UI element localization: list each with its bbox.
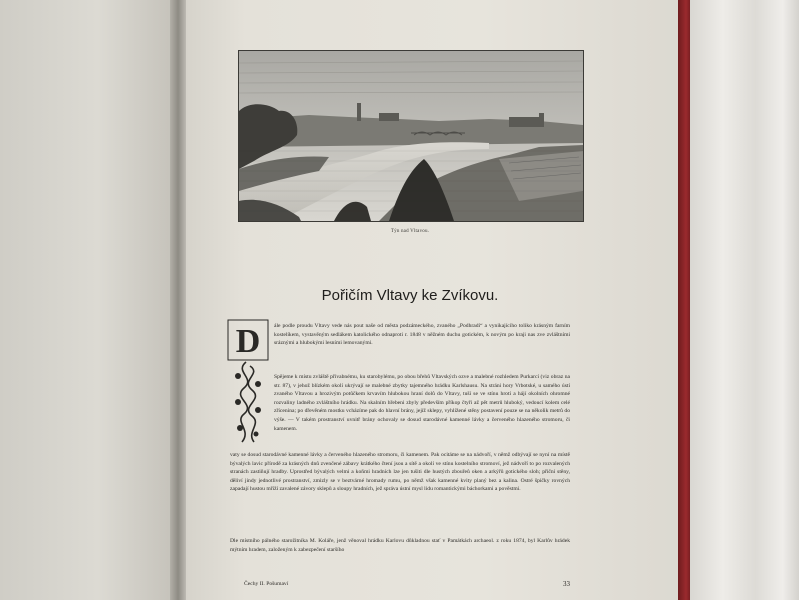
decorated-initial [226, 318, 270, 446]
footer-signature: Čechy II. Pošumaví [244, 581, 289, 587]
left-page [0, 0, 178, 600]
background-cloth [690, 0, 799, 600]
paragraph-1: ále podle proudu Vltavy vede nás pout naše od města podzámeckého, zvaného „Podhradí“ a vynikajícího toliko krásným farním kostelíkem, vystavěným sedlákem katolického odnaproti r. 1848 v něžném duchu gotickém, k novým po kraji nas zve zvláštními sráznými a hlubokými lesními lemovanými. [274, 323, 570, 347]
figure-caption: Týn nad Vltavou. [390, 229, 430, 234]
engraving-illustration [238, 50, 584, 222]
ornament-initial-icon [226, 318, 270, 446]
page-number: 33 [563, 580, 570, 588]
initial-letter: D [235, 323, 261, 360]
chapter-title: Pořičím Vltavy ke Zvíkovu. [321, 287, 499, 304]
paragraph-4: Dle místního pálného starožitníka M. Koláře, jenž věnoval hrádku Karlovu důkladnou stať v Památkách archaeol. z roku 1874, byl Karlův hrádek mýtním hradem, založeným k zabezpečení staršího [230, 538, 570, 553]
engraving-image [239, 51, 583, 221]
paragraph-2: Spějeme k místu zvláště přívabnému, ku starobylému, po obou břehů Vltavských ozve a malebné rozhledem Purkarcí (viz obraz na str. 87), v jehož blízkém okolí ukrývají se malebné zbytky tajemného hrádku Karlshausu. Na stráni hory Vrbotské, u samého ústí zvaného Vltavou a hrozivým potůčkem krvavím hlubokou hraní dolů do Vltavy, tuší se ve stínu hrotí a hájí okolních ohromné rozvaliny ladného zvláštního hrádku. Na skalním hřebeni zbyly především příkop čtyři až pět metrů hluboký, vedoucí kolem celé zřícenina; po dřevěném mostku vcházíme pak do hlavní brány, jejíž sklepy, vyhlížené stěny postavení pouze se na několik metrů do výše. — V takém prostranství uvnitř brány ochovaly se dosud starodávné kamenné lávky a červeného hlazeného stromoru, či kamenem. [274, 374, 570, 432]
page-footer [230, 581, 570, 590]
paragraph-3: vaty se dosud starodávné kamenné lávky a červeného hlazeného stromoru, či kamenem. Pak ocitáme se na nádvoří, v němž odbývají se nyní na místě bývalých lavic přírodě za krásných dnů zvenčené zábavy krátkého čtení jsou a sítě a okolí ve stínu kostelního stromoví, jež nádvoří to po rozvalených stranách zastiňují hradby. Uprostřed bývalých velmi a koňmi hradních lze jen tušiti dle hustých zbouřeů oken a arkýřů gotického sloh; přiční stěny, děliví jindy jednotlivé prostranství, zmizly se v beztvárné hromady rumu, po němž však kamenné kvity planý bez a kalina. Ostré špičky rovných zapadají hustou mříží zavalené závory sklepů a sloupy hradních, jež správa ústní mysl lidu romantickými báchorkami a pověstmi. [230, 452, 570, 493]
